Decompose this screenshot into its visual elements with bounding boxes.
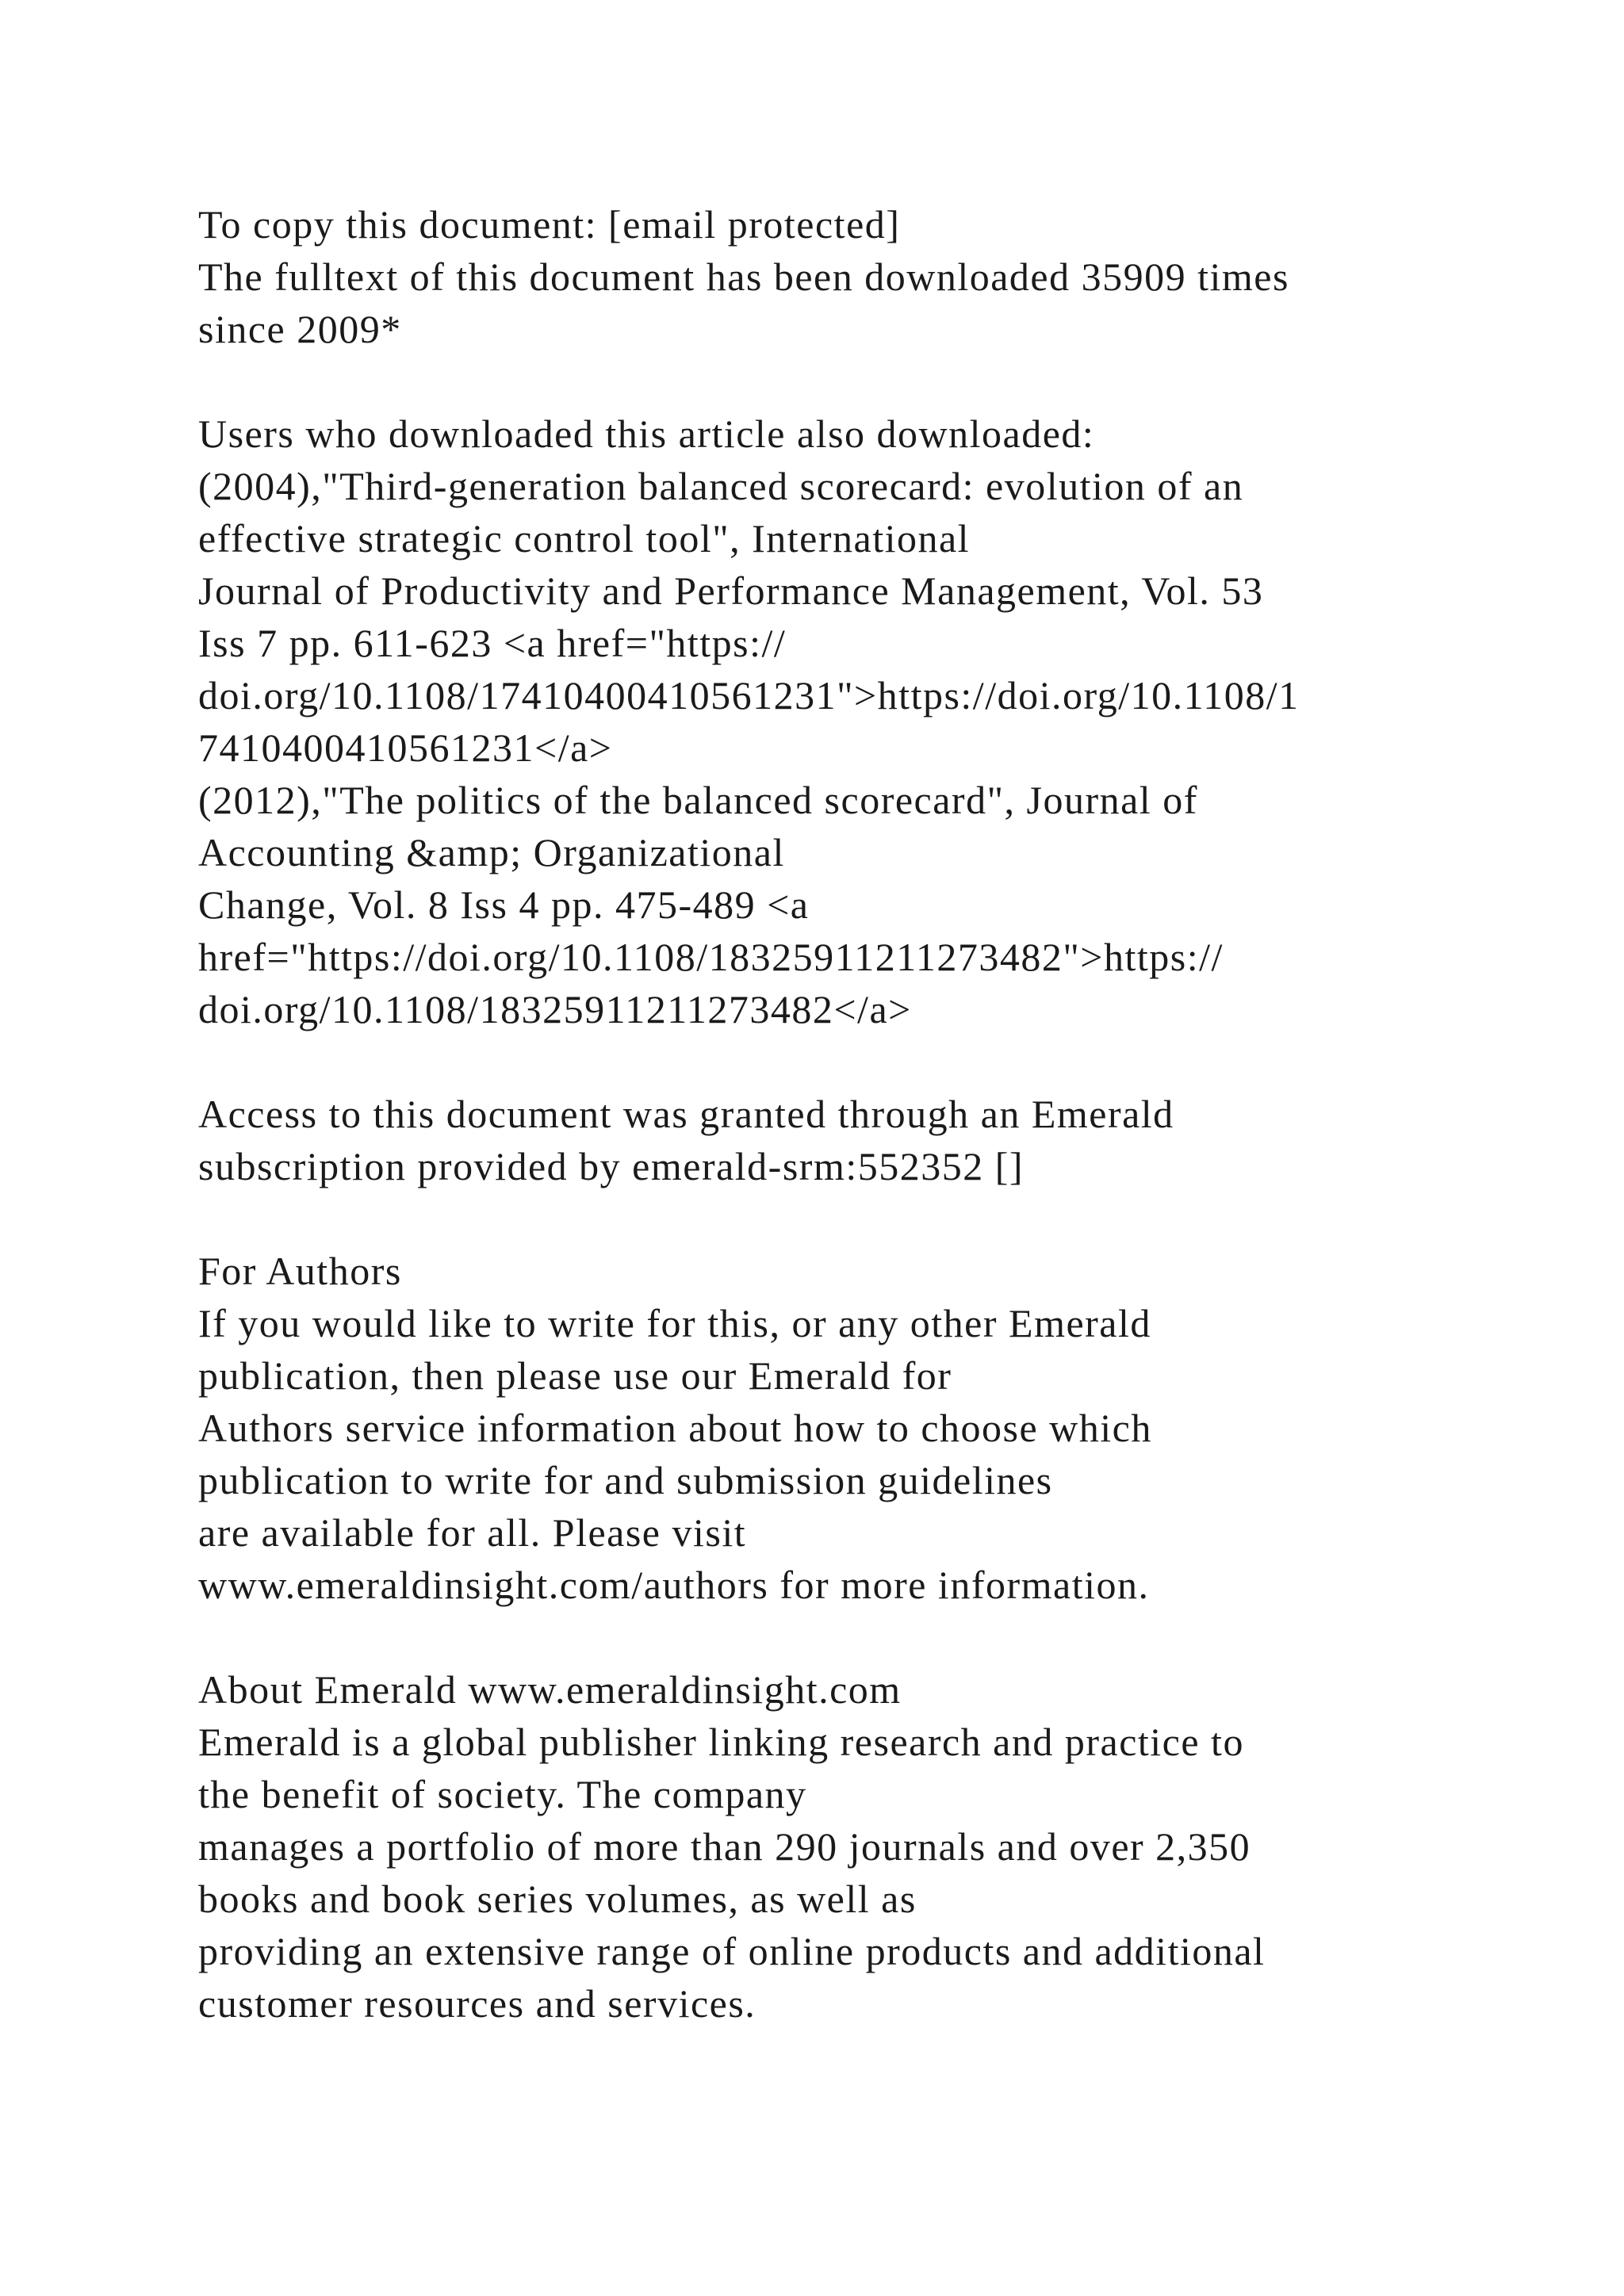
reference-line: (2012),"The politics of the balanced scorecard", Journal of [198, 778, 1198, 822]
for-authors-line: www.emeraldinsight.com/authors for more information. [198, 1563, 1150, 1607]
reference-line: doi.org/10.1108/17410400410561231">https://doi.org/10.1108/1 [198, 673, 1300, 718]
paragraph-gap [198, 1611, 1546, 1663]
paragraph-gap [198, 1035, 1546, 1088]
reference-line: (2004),"Third-generation balanced scorecard: evolution of an [198, 464, 1244, 508]
copy-notice-line: To copy this document: [email protected] [198, 202, 901, 247]
reference-line: doi.org/10.1108/18325911211273482</a> [198, 987, 912, 1031]
also-downloaded-heading: Users who downloaded this article also downloaded: [198, 411, 1095, 456]
access-section [198, 1088, 1546, 1192]
about-emerald-line: customer resources and services. [198, 1981, 756, 2026]
copy-notice-section [198, 198, 1546, 355]
for-authors-line: If you would like to write for this, or any other Emerald [198, 1301, 1151, 1345]
reference-line: Journal of Productivity and Performance Management, Vol. 53 [198, 568, 1264, 613]
about-emerald-line: manages a portfolio of more than 290 journals and over 2,350 [198, 1824, 1251, 1869]
about-emerald-line: books and book series volumes, as well as [198, 1877, 917, 1921]
for-authors-line: are available for all. Please visit [198, 1510, 747, 1555]
for-authors-heading: For Authors [198, 1249, 402, 1293]
about-emerald-section [198, 1663, 1546, 2030]
access-line: Access to this document was granted through an Emerald [198, 1092, 1174, 1136]
reference-line: 7410400410561231</a> [198, 725, 613, 770]
reference-line: href="https://doi.org/10.1108/18325911211273482">https:// [198, 935, 1224, 979]
for-authors-section [198, 1245, 1546, 1611]
document-text [198, 198, 1546, 2030]
about-emerald-line: Emerald is a global publisher linking research and practice to [198, 1720, 1244, 1764]
reference-line: Change, Vol. 8 Iss 4 pp. 475-489 <a [198, 882, 810, 927]
download-count-line: The fulltext of this document has been downloaded 35909 times [198, 254, 1289, 299]
about-emerald-line: providing an extensive range of online products and additional [198, 1929, 1266, 1973]
for-authors-line: publication to write for and submission guidelines [198, 1458, 1053, 1502]
reference-line: Iss 7 pp. 611-623 <a href="https:// [198, 621, 787, 665]
for-authors-line: publication, then please use our Emerald for [198, 1353, 952, 1398]
reference-line: effective strategic control tool", International [198, 516, 971, 561]
access-line: subscription provided by emerald-srm:552352 [] [198, 1144, 1025, 1188]
reference-line: Accounting &amp; Organizational [198, 830, 785, 874]
download-since-line: since 2009* [198, 307, 402, 351]
for-authors-line: Authors service information about how to choose which [198, 1406, 1152, 1450]
paragraph-gap [198, 1192, 1546, 1245]
about-emerald-heading: About Emerald www.emeraldinsight.com [198, 1667, 902, 1712]
paragraph-gap [198, 355, 1546, 408]
about-emerald-line: the benefit of society. The company [198, 1772, 807, 1816]
also-downloaded-section [198, 408, 1546, 1035]
